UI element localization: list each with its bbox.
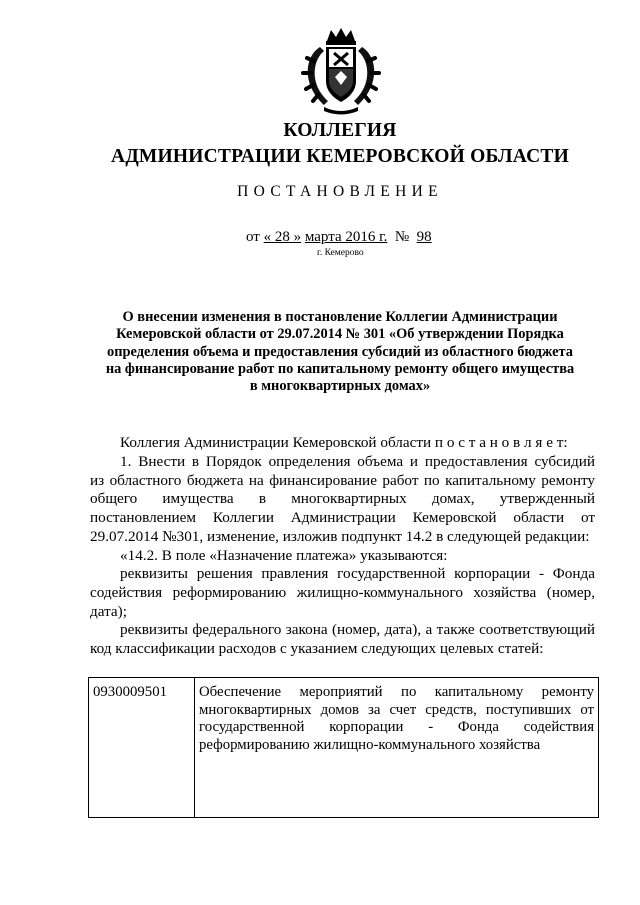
document-number: 98 xyxy=(416,229,432,245)
title-line: на финансирование работ по капитальному ремонту общего имущества xyxy=(105,360,575,377)
target-articles-table xyxy=(88,677,599,818)
text-line: содействия реформированию жилищно-коммунального хозяйства (номер, xyxy=(90,583,595,601)
description-cell: Обеспечение мероприятий по капитальному ремонту многоквартирных домов за счет средств, поступивших от государственной корпорации - Фонда содействия реформированию жилищно-коммунального хозяйства xyxy=(195,678,599,818)
city-name: г. Кемерово xyxy=(317,248,364,258)
text-line: постановлением Коллегии Администрации Кемеровской области от xyxy=(90,509,595,527)
text-line: из областного бюджета на финансирование работ по капитальному ремонту xyxy=(90,471,595,489)
text-line: дата); xyxy=(90,602,127,620)
intro-text: Коллегия Администрации Кемеровской области xyxy=(120,434,432,451)
coat-of-arms-emblem xyxy=(294,27,388,115)
title-line: О внесении изменения в постановление Коллегии Администрации xyxy=(122,309,558,325)
date-and-number-line xyxy=(246,229,432,246)
table-row xyxy=(89,678,599,818)
date-prefix: от xyxy=(246,229,260,245)
item-1-paragraph xyxy=(90,453,595,659)
text-line: 1. Внести в Порядок определения объема и предоставления субсидий xyxy=(120,453,595,470)
text-line: общего имущества в многоквартирных домах, утвержденный xyxy=(90,490,595,508)
title-line: определения объема и предоставления субсидий из областного бюджета xyxy=(107,343,573,360)
text-line: 29.07.2014 №301, изменение, изложив подпункт 14.2 в следующей редакции: xyxy=(90,527,590,545)
subclause-14-2: «14.2. В поле «Назначение платежа» указываются: xyxy=(120,546,448,564)
resolves-word: п о с т а н о в л я е т: xyxy=(434,434,568,451)
document-type: ПОСТАНОВЛЕНИЕ xyxy=(237,183,443,200)
document-date-day: « 28 » xyxy=(263,229,302,245)
document-title xyxy=(70,309,610,395)
intro-paragraph xyxy=(90,434,595,453)
organization-name-line-1: КОЛЛЕГИЯ xyxy=(283,120,397,141)
title-line: Кемеровской области от 29.07.2014 № 301 «Об утверждении Порядка xyxy=(116,326,564,343)
text-line: реквизиты решения правления государственной корпорации - Фонда xyxy=(120,565,595,583)
document-date-month-year: марта 2016 г. xyxy=(304,229,388,245)
text-line: реквизиты федерального закона (номер, дата), а также соответствующий xyxy=(120,621,595,639)
number-sign: № xyxy=(394,229,410,245)
title-line: в многоквартирных домах» xyxy=(249,378,431,395)
organization-name-line-2: АДМИНИСТРАЦИИ КЕМЕРОВСКОЙ ОБЛАСТИ xyxy=(111,146,569,167)
text-line: код классификации расходов с указанием следующих целевых статей: xyxy=(90,640,544,658)
budget-code-cell: 0930009501 xyxy=(89,678,195,818)
